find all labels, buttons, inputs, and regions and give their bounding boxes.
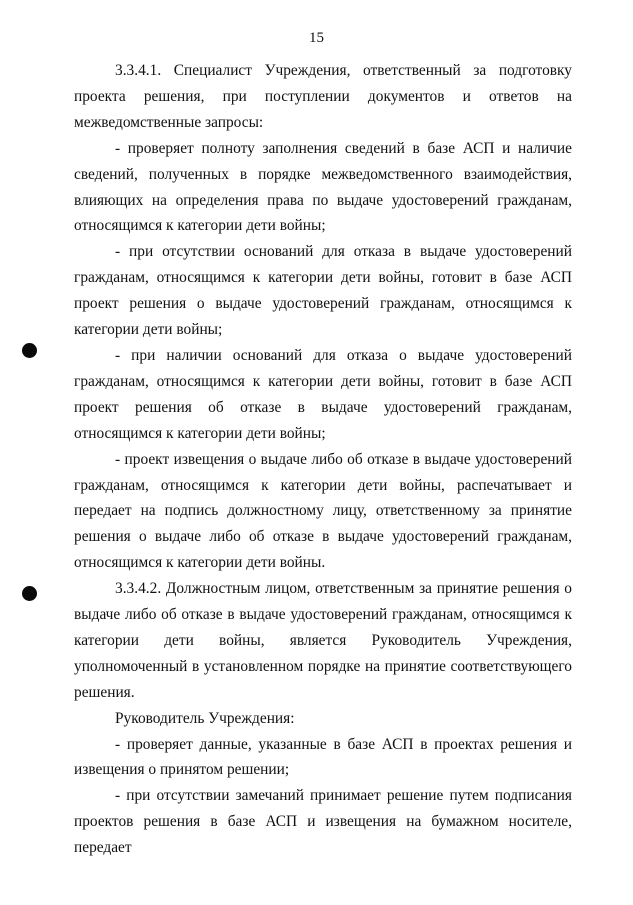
paragraph-head-heading: Руководитель Учреждения: (115, 709, 295, 727)
paragraph-notice-draft: - проект извещения о выдаче либо об отказе в выдаче удостоверений гражданам, относящимся к категории дети войны, распечатывает и передает на подпись должностному лицу, ответственному за принятие решения о выдаче либо об отказе в выдаче удостоверений гражданам, относящимся к категории дети войны. (74, 450, 572, 572)
document-body (74, 58, 572, 861)
paragraph-check-completeness: - проверяет полноту заполнения сведений в базе АСП и наличие сведений, полученных в порядке межведомственного взаимодействия, влияющих на определения права по выдаче удостоверений гражданам, относящимся к категории дети войны; (74, 139, 572, 235)
page-number: 15 (309, 30, 324, 46)
paragraph-head-decides: - при отсутствии замечаний принимает решение путем подписания проектов решения в базе АСП и извещения на бумажном носителе, передает (74, 787, 572, 857)
punch-hole-mark (22, 343, 37, 358)
paragraph-3-3-4-2: 3.3.4.2. Должностным лицом, ответственным за принятие решения о выдаче либо об отказе в выдаче удостоверений гражданам, относящимся к категории дети войны, является Руководитель Учреждения, уполномоченный в установленном порядке на принятие соответствующего решения. (74, 580, 572, 701)
paragraph-no-grounds: - при отсутствии оснований для отказа в выдаче удостоверений гражданам, относящимся к категории дети войны, готовит в базе АСП проект решения о выдаче удостоверений гражданам, относящимся к категории дети войны; (74, 243, 572, 339)
paragraph-head-checks: - проверяет данные, указанные в базе АСП в проектах решения и извещения о принятом решении; (74, 735, 572, 779)
punch-hole-mark (22, 586, 37, 601)
paragraph-3-3-4-1: 3.3.4.1. Специалист Учреждения, ответственный за подготовку проекта решения, при поступлении документов и ответов на межведомственные запросы: (74, 62, 572, 131)
paragraph-grounds-for-refusal: - при наличии оснований для отказа о выдаче удостоверений гражданам, относящимся к категории дети войны, готовит в базе АСП проект решения об отказе в выдаче удостоверений гражданам, относящимся к категории дети войны; (74, 346, 572, 442)
